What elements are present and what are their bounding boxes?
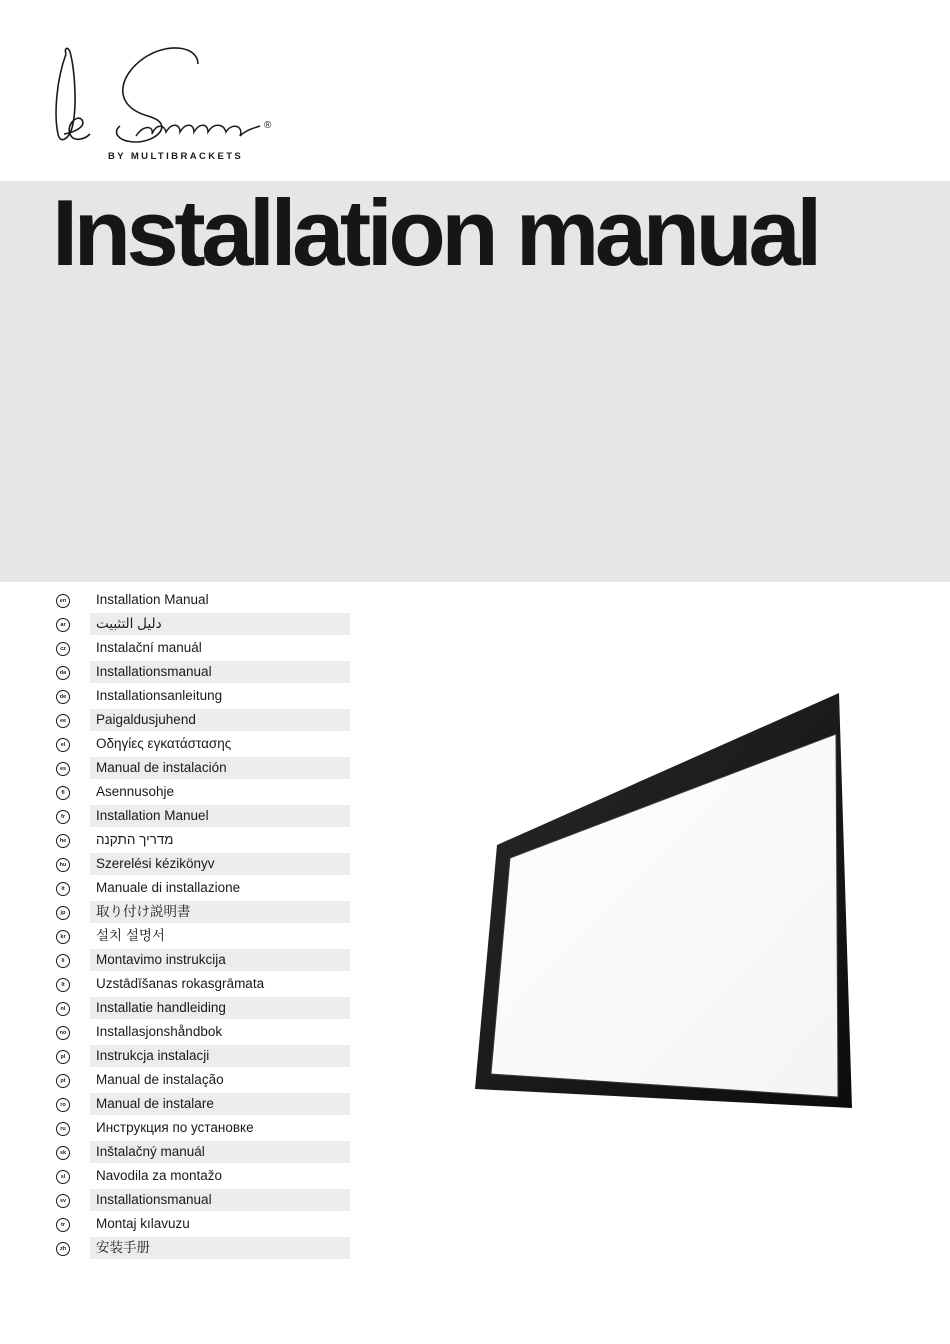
language-item-jp xyxy=(54,901,354,925)
language-item-pl xyxy=(54,1045,354,1069)
language-label: Installatie handleiding xyxy=(90,997,350,1019)
language-label: Montaj kılavuzu xyxy=(96,1216,190,1231)
language-code-badge: ro xyxy=(56,1098,70,1112)
language-label: Asennusohje xyxy=(96,784,175,799)
language-label: 설치 설명서 xyxy=(96,928,165,943)
language-label: Manual de instalare xyxy=(90,1093,350,1115)
language-label: 取り付け説明書 xyxy=(90,901,350,923)
language-item-sv xyxy=(54,1189,354,1213)
language-item-zh xyxy=(54,1237,354,1261)
brand-byline: BY MULTIBRACKETS xyxy=(108,151,244,162)
language-label: Installationsanleitung xyxy=(96,688,223,703)
language-item-lt xyxy=(54,973,354,997)
language-item-tr xyxy=(54,1213,354,1237)
language-code-badge: li xyxy=(56,954,70,968)
projection-screen-image xyxy=(470,688,860,1108)
language-item-cz xyxy=(54,637,354,661)
language-label: Montavimo instrukcija xyxy=(90,949,350,971)
language-item-de xyxy=(54,685,354,709)
language-code-badge: he xyxy=(56,834,70,848)
language-label: 安装手册 xyxy=(90,1237,350,1259)
language-item-ru xyxy=(54,1117,354,1141)
language-code-badge: ee xyxy=(56,714,70,728)
language-code-badge: sv xyxy=(56,1194,70,1208)
brand-logo xyxy=(48,36,288,166)
language-code-badge: it xyxy=(56,882,70,896)
language-list xyxy=(54,589,354,1261)
le-screen-script-logo xyxy=(48,36,278,151)
language-label: Navodila za montažo xyxy=(96,1168,223,1183)
language-item-sl xyxy=(54,1165,354,1189)
language-item-da xyxy=(54,661,354,685)
language-item-pt xyxy=(54,1069,354,1093)
registered-mark: ® xyxy=(264,120,272,131)
language-label: Manual de instalação xyxy=(96,1072,224,1087)
language-code-badge: sl xyxy=(56,1170,70,1184)
language-item-ar xyxy=(54,613,354,637)
language-item-it xyxy=(54,877,354,901)
language-item-nl xyxy=(54,997,354,1021)
language-label: Installation Manuel xyxy=(90,805,350,827)
language-code-badge: no xyxy=(56,1026,70,1040)
language-item-kr xyxy=(54,925,354,949)
language-code-badge: pt xyxy=(56,1074,70,1088)
language-code-badge: cz xyxy=(56,642,70,656)
language-code-badge: tr xyxy=(56,1218,70,1232)
language-item-no xyxy=(54,1021,354,1045)
language-code-badge: el xyxy=(56,738,70,752)
language-label: Szerelési kézikönyv xyxy=(90,853,350,875)
language-label: Installationsmanual xyxy=(90,1189,350,1211)
language-item-el xyxy=(54,733,354,757)
language-code-badge: da xyxy=(56,666,70,680)
language-code-badge: de xyxy=(56,690,70,704)
language-label: Inštalačný manuál xyxy=(90,1141,350,1163)
language-label: Uzstādīšanas rokasgrāmata xyxy=(96,976,265,991)
language-label: دليل التثبيت xyxy=(90,613,350,635)
language-code-badge: ar xyxy=(56,618,70,632)
language-label: Οδηγίες εγκατάστασης xyxy=(96,736,232,751)
page-title: Installation manual xyxy=(52,180,818,285)
language-label: Manual de instalación xyxy=(90,757,350,779)
language-label: Installation Manual xyxy=(96,592,209,607)
language-code-badge: fr xyxy=(56,810,70,824)
language-item-hu xyxy=(54,853,354,877)
language-item-ee xyxy=(54,709,354,733)
language-label: Instrukcja instalacji xyxy=(90,1045,350,1067)
language-code-badge: nl xyxy=(56,1002,70,1016)
language-code-badge: sk xyxy=(56,1146,70,1160)
language-item-en xyxy=(54,589,354,613)
language-label: Instalační manuál xyxy=(96,640,202,655)
language-code-badge: hu xyxy=(56,858,70,872)
language-code-badge: jp xyxy=(56,906,70,920)
language-label: Инструкция по установке xyxy=(96,1120,254,1135)
language-label: Installationsmanual xyxy=(90,661,350,683)
language-code-badge: zh xyxy=(56,1242,70,1256)
language-item-ro xyxy=(54,1093,354,1117)
language-item-fr xyxy=(54,805,354,829)
language-code-badge: en xyxy=(56,594,70,608)
language-item-es xyxy=(54,757,354,781)
language-code-badge: ru xyxy=(56,1122,70,1136)
language-item-he xyxy=(54,829,354,853)
language-item-fi xyxy=(54,781,354,805)
language-code-badge: lt xyxy=(56,978,70,992)
language-label: Paigaldusjuhend xyxy=(90,709,350,731)
language-label: Installasjonshåndbok xyxy=(96,1024,223,1039)
language-code-badge: kr xyxy=(56,930,70,944)
language-item-li xyxy=(54,949,354,973)
language-code-badge: fi xyxy=(56,786,70,800)
language-code-badge: pl xyxy=(56,1050,70,1064)
language-code-badge: es xyxy=(56,762,70,776)
language-label: מדריך התקנה xyxy=(96,832,174,847)
language-item-sk xyxy=(54,1141,354,1165)
language-label: Manuale di installazione xyxy=(96,880,241,895)
